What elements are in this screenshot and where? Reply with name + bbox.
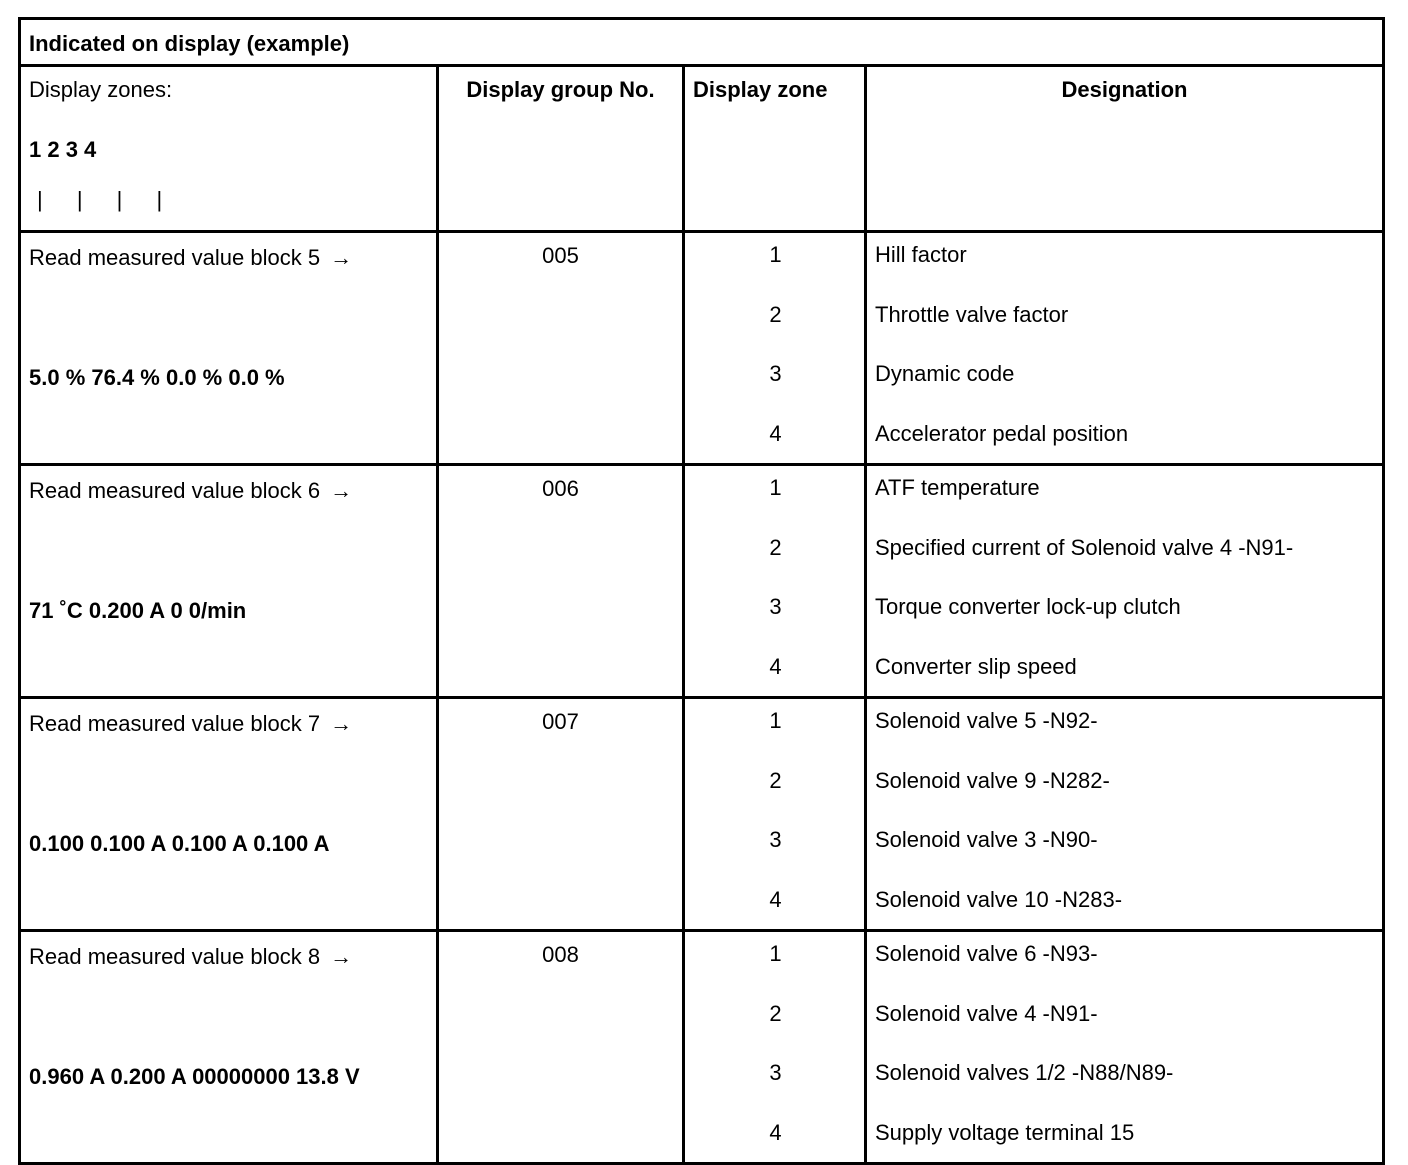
zone-cell — [684, 698, 866, 931]
zone-number: 1 — [769, 242, 782, 267]
group-number: 005 — [542, 243, 579, 268]
zone-column-header: Display zone — [693, 77, 828, 102]
zone-number: 2 — [769, 767, 782, 793]
arrow-right-icon: → — [330, 711, 353, 736]
zone-number: 1 — [769, 708, 782, 733]
designation-cell — [866, 232, 1384, 465]
designation-text: Dynamic code — [875, 361, 1015, 386]
designation-text: Solenoid valve 5 -N92- — [875, 708, 1098, 733]
designation-text: Hill factor — [875, 242, 967, 267]
group-number: 008 — [542, 942, 579, 967]
block-values: 0.100 0.100 A 0.100 A 0.100 A — [29, 831, 330, 856]
group-number: 006 — [542, 476, 579, 501]
block-cell — [20, 931, 438, 1164]
group-cell — [438, 931, 684, 1164]
arrow-right-icon: → — [330, 245, 353, 270]
table-title-cell — [20, 19, 1384, 66]
designation-text: Converter slip speed — [875, 653, 1077, 679]
zone-header-cell — [684, 66, 866, 232]
designation-column-header: Designation — [1061, 77, 1188, 102]
measured-value-table — [18, 17, 1385, 1165]
header-row — [20, 66, 1384, 232]
zone-number: 2 — [769, 1000, 782, 1026]
designation-cell — [866, 698, 1384, 931]
designation-text: Throttle valve factor — [875, 301, 1069, 327]
designation-text: Solenoid valve 3 -N90- — [875, 827, 1098, 852]
designation-cell — [866, 465, 1384, 698]
zone-number: 4 — [769, 1119, 782, 1145]
table-row — [20, 698, 1384, 931]
designation-header-cell — [866, 66, 1384, 232]
zone-numbers: 1 2 3 4 — [29, 137, 97, 162]
zone-number: 4 — [769, 420, 782, 446]
designation-text: Specified current of Solenoid valve 4 -N91- — [875, 534, 1294, 560]
zone-number: 1 — [769, 475, 782, 500]
block-cell — [20, 465, 438, 698]
designation-text: ATF temperature — [875, 475, 1040, 500]
zone-number: 3 — [769, 594, 782, 619]
block-title — [21, 699, 436, 737]
designation-text: Solenoid valve 6 -N93- — [875, 941, 1098, 966]
designation-text: Solenoid valve 9 -N282- — [875, 767, 1110, 793]
display-zones-label: Display zones: — [29, 77, 173, 102]
zone-number: 2 — [769, 534, 782, 560]
arrow-right-icon: → — [330, 944, 353, 969]
group-cell — [438, 465, 684, 698]
block-title-text: Read measured value block 5 — [29, 245, 321, 270]
block-values: 0.960 A 0.200 A 00000000 13.8 V — [29, 1064, 360, 1089]
table-row — [20, 931, 1384, 1164]
block-values: 71 ˚C 0.200 A 0 0/min — [29, 598, 247, 623]
zone-number: 1 — [769, 941, 782, 966]
zone-number: 2 — [769, 301, 782, 327]
group-number: 007 — [542, 709, 579, 734]
designation-text: Supply voltage terminal 15 — [875, 1119, 1135, 1145]
designation-cell — [866, 931, 1384, 1164]
block-cell — [20, 232, 438, 465]
table-row — [20, 465, 1384, 698]
designation-text: Solenoid valve 4 -N91- — [875, 1000, 1098, 1026]
block-title — [21, 466, 436, 504]
arrow-right-icon: → — [330, 478, 353, 503]
zone-number: 3 — [769, 1060, 782, 1085]
block-title-text: Read measured value block 7 — [29, 711, 321, 736]
zone-cell — [684, 232, 866, 465]
zone-ticks: | | | | — [37, 187, 177, 212]
zone-number: 4 — [769, 653, 782, 679]
table-row — [20, 232, 1384, 465]
zone-number: 3 — [769, 361, 782, 386]
group-cell — [438, 698, 684, 931]
table-title: Indicated on display (example) — [29, 31, 350, 56]
designation-text: Torque converter lock-up clutch — [875, 594, 1181, 619]
designation-text: Accelerator pedal position — [875, 420, 1129, 446]
group-cell — [438, 232, 684, 465]
block-values: 5.0 % 76.4 % 0.0 % 0.0 % — [29, 365, 285, 390]
group-header-cell — [438, 66, 684, 232]
zone-number: 3 — [769, 827, 782, 852]
zone-cell — [684, 931, 866, 1164]
block-title-text: Read measured value block 6 — [29, 478, 321, 503]
designation-text: Solenoid valve 10 -N283- — [875, 886, 1123, 912]
block-title — [21, 233, 436, 271]
display-zones-header — [20, 66, 438, 232]
zone-cell — [684, 465, 866, 698]
block-title — [21, 932, 436, 970]
group-column-header: Display group No. — [466, 77, 655, 102]
zone-number: 4 — [769, 886, 782, 912]
designation-text: Solenoid valves 1/2 -N88/N89- — [875, 1060, 1174, 1085]
block-cell — [20, 698, 438, 931]
block-title-text: Read measured value block 8 — [29, 944, 321, 969]
